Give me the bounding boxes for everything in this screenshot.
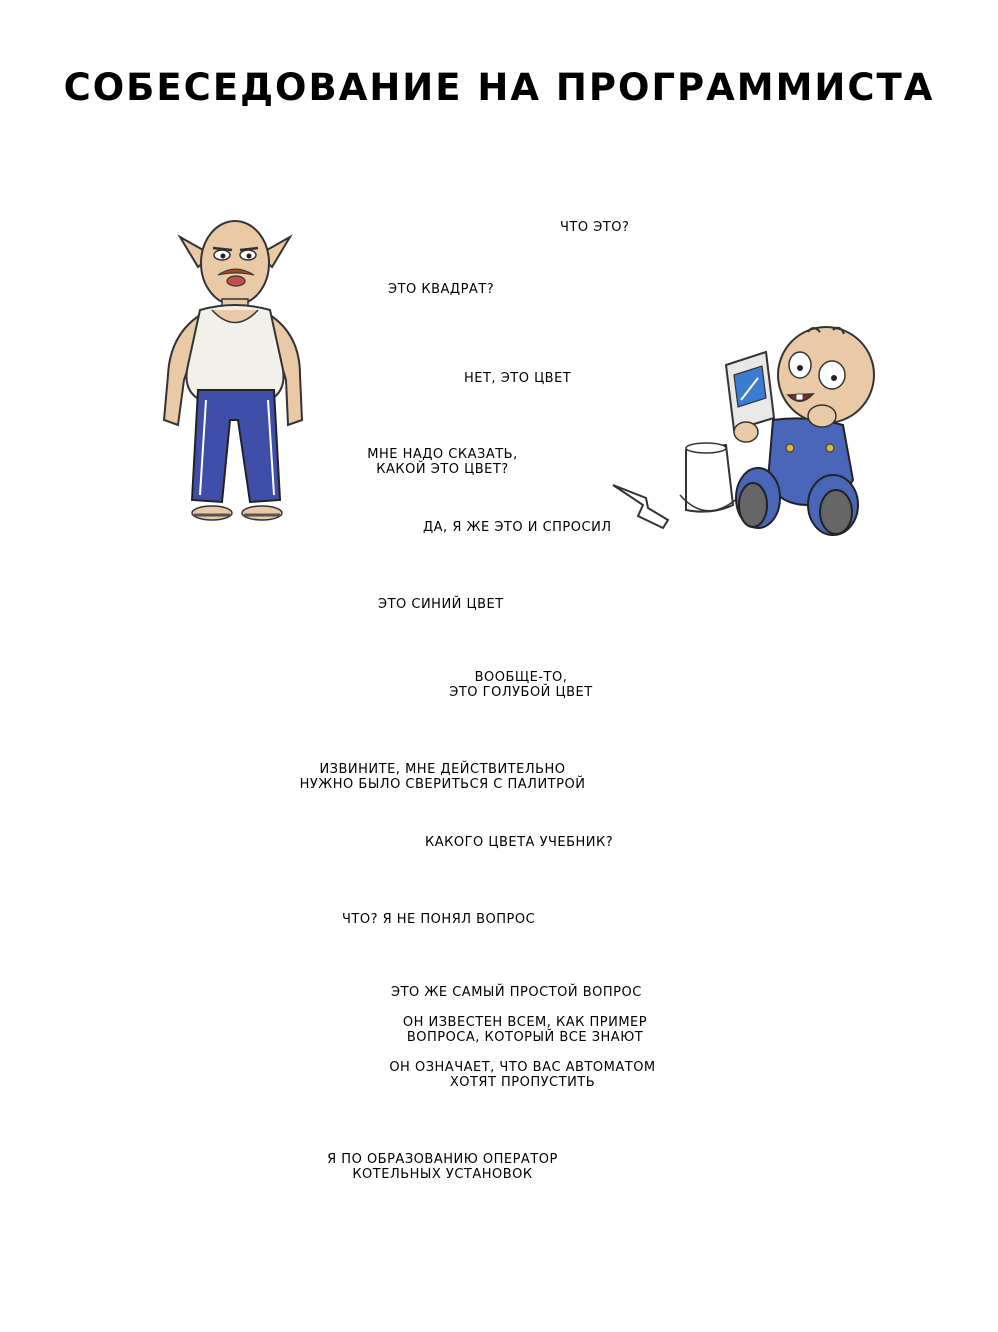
dialogue-line-12: ОН ИЗВЕСТЕН ВСЕМ, КАК ПРИМЕР ВОПРОСА, КОТОРЫЙ ВСЕ ЗНАЮТ <box>402 1015 648 1045</box>
dialogue-line-13: ОН ОЗНАЧАЕТ, ЧТО ВАС АВТОМАТОМ ХОТЯТ ПРОПУСТИТЬ <box>389 1060 656 1090</box>
dialogue-line-2: ЭТО КВАДРАТ? <box>388 282 495 297</box>
dialogue-line-10: ЧТО? Я НЕ ПОНЯЛ ВОПРОС <box>342 912 536 927</box>
dialogue-line-11: ЭТО ЖЕ САМЫЙ ПРОСТОЙ ВОПРОС <box>391 985 642 1000</box>
page-title: СОБЕСЕДОВАНИЕ НА ПРОГРАММИСТА <box>63 66 935 109</box>
dialogue-line-4: МНЕ НАДО СКАЗАТЬ, КАКОЙ ЭТО ЦВЕТ? <box>367 447 518 477</box>
dialogue-line-3: НЕТ, ЭТО ЦВЕТ <box>464 371 572 386</box>
dialogue-line-6: ЭТО СИНИЙ ЦВЕТ <box>378 597 504 612</box>
dialogue-line-9: КАКОГО ЦВЕТА УЧЕБНИК? <box>425 835 614 850</box>
candidate-illustration <box>608 320 893 540</box>
dialogue-line-7: ВООБЩЕ-ТО, ЭТО ГОЛУБОЙ ЦВЕТ <box>449 670 593 700</box>
dialogue-line-14: Я ПО ОБРАЗОВАНИЮ ОПЕРАТОР КОТЕЛЬНЫХ УСТАНОВОК <box>327 1152 558 1182</box>
dialogue-line-1: ЧТО ЭТО? <box>560 220 630 235</box>
dialogue-line-8: ИЗВИНИТЕ, МНЕ ДЕЙСТВИТЕЛЬНО НУЖНО БЫЛО СВЕРИТЬСЯ С ПАЛИТРОЙ <box>299 762 586 792</box>
interviewer-illustration <box>150 215 310 530</box>
dialogue-line-5: ДА, Я ЖЕ ЭТО И СПРОСИЛ <box>423 520 612 535</box>
